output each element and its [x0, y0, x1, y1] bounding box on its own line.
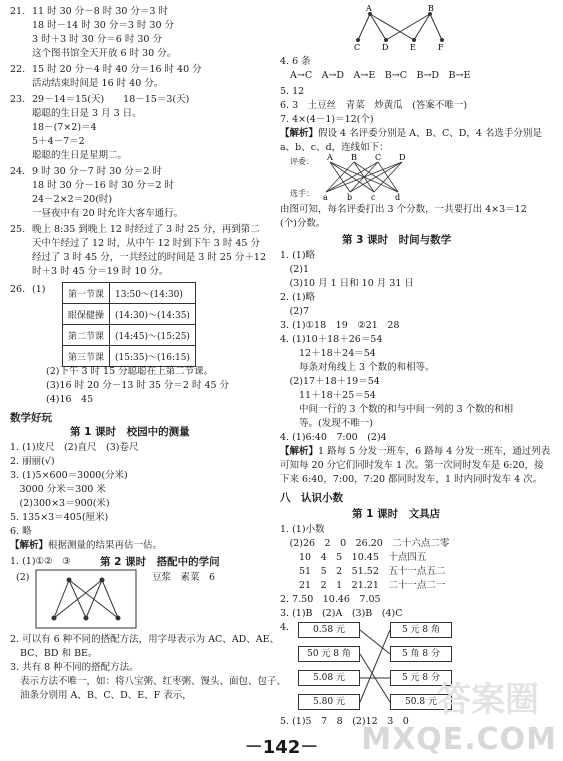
player-label: d: [395, 193, 401, 202]
answer-line: 4. (1)6:40 7:00 (2)4: [280, 432, 387, 443]
money-box: 5 元 8 角: [390, 622, 452, 638]
note-tag: 【解析】: [280, 128, 319, 139]
answer-line: BC、BD 和 BE。: [20, 648, 98, 659]
money-box: 5.08 元: [298, 670, 360, 686]
answer-line: 由图可知，每名评委打出 3 个分数，一共要打出 4×3＝12: [280, 204, 527, 215]
answer-line: 3. (1)B (2)A (3)B (4)C: [280, 608, 403, 619]
answer-line: 6. 略: [10, 526, 32, 537]
note-tag: 【解析】: [280, 446, 319, 457]
answer-line: 每条对角线上 3 个数的和相等。: [280, 362, 435, 373]
answer-line: 4.: [280, 622, 290, 633]
answer-line: 油条分别用 A、B、C、D、E、F 表示，: [20, 690, 192, 701]
diagram-label: A: [366, 4, 372, 13]
answer-line: 5. 135×3＝405(厘米): [10, 512, 109, 523]
table-cell: (14:45)～(15:25): [110, 325, 196, 346]
answer-line: (2)7: [280, 306, 310, 317]
note-line: [280, 128, 542, 140]
q23-line: 18－(7×2)＝4: [32, 122, 97, 133]
q21-line: 这个图书馆全天开放 6 时 30 分。: [32, 48, 177, 59]
q24-line: 一昼夜中有 20 时允许大客车通行。: [32, 208, 184, 219]
note-tag: 【解析】: [10, 540, 49, 551]
pairing-diagram: [36, 570, 136, 628]
q21-number: 21.: [10, 6, 26, 17]
answer-line: (2): [16, 572, 30, 583]
q24-number: 24.: [10, 166, 26, 177]
q22-number: 22.: [10, 64, 26, 75]
judge-label: C: [375, 153, 382, 162]
judges-label: 评委：: [290, 157, 314, 166]
player-label: a: [323, 193, 328, 202]
answer-line: (2)300×3＝900(米): [10, 498, 110, 509]
answer-line: 7. 4×(4－1)＝12(个): [280, 114, 374, 125]
q21-line: 11 时 30 分－8 时 30 分＝3 时: [32, 6, 168, 17]
q23-number: 23.: [10, 94, 26, 105]
answer-line: (2)1: [280, 264, 310, 275]
q21-line: 3 时＋3 时 30 分＝6 时 30 分: [32, 34, 162, 45]
diagram-label: D: [382, 43, 389, 52]
note-line: [280, 446, 550, 458]
answer-line: 豆浆 素菜 6: [152, 572, 216, 583]
unit-title: 八 认识小数: [280, 492, 343, 504]
player-label: c: [371, 193, 376, 202]
answer-line: 21 2 1 21.21 二十一点二一: [280, 580, 446, 591]
q25-number: 25.: [10, 224, 26, 235]
q24-line: 24－2×2＝20(时): [32, 194, 113, 205]
answer-line: 3. 共有 8 种不同的搭配方法。: [10, 662, 139, 673]
q24-line: 18 时 30 分－16 时 30 分＝2 时: [32, 180, 175, 191]
note-text: 根据测量的结果再估一估。: [48, 540, 163, 551]
q23-line: 聪聪的生日是 3 月 3 日。: [32, 108, 142, 119]
q25-line: 天中午经过了 12 时，从中午 12 时到下午 3 时 45 分: [32, 238, 260, 249]
q25-line: 时＋3 时 45 分＝19 时 10 分。: [32, 266, 169, 277]
answer-line: 2. 可以有 6 种不同的搭配方法，用字母表示为 AC、AD、AE、: [10, 634, 280, 645]
answer-line: (个)分数。: [280, 218, 326, 229]
q23-line: 聪聪的生日是星期二。: [32, 150, 128, 161]
q23-line: 5＋4－7＝2: [32, 136, 85, 147]
answer-line: 6. 3 土豆丝 青菜 炒黄瓜 (答案不唯一): [280, 100, 468, 111]
q21-line: 18 时－14 时 30 分＝3 时 30 分: [32, 20, 175, 31]
q24-line: 9 时 30 分－7 时 30 分＝2 时: [32, 166, 162, 177]
answer-line: 4. (1)10＋18＋26＝54: [280, 334, 383, 345]
answer-line: (2)26 2 0 26.20 二十六点二零: [280, 538, 450, 549]
table-row: [63, 325, 196, 346]
table-cell: (14:30)～(14:35): [110, 304, 196, 325]
table-cell: 13:50～(14:30): [110, 283, 196, 304]
note-line: a、b、c、d，连线如下：: [280, 142, 389, 153]
table-row: [63, 283, 196, 304]
money-box: 5.80 元: [298, 694, 360, 710]
money-box: 5 元 8 分: [390, 670, 452, 686]
money-box: 50.8 元: [390, 694, 452, 710]
answer-line: 2. 丽丽(√): [10, 456, 55, 467]
money-box: 50 元 8 角: [298, 646, 360, 662]
answer-line: 2. (1)略: [280, 292, 316, 303]
answer-line: 1. (1)小数: [280, 524, 325, 535]
answer-line: 11＋18＋25＝54: [280, 390, 376, 401]
answer-line: 1. (1)①② ③: [10, 556, 71, 567]
answer-line: 3. (1)5×600＝3000(分米): [10, 470, 128, 481]
answer-line: 表示方法不唯一，如：将八宝粥、红枣粥、馒头、面包、包子、: [20, 676, 287, 687]
answer-line: 4. 6 条: [280, 56, 311, 67]
answer-line: 2. 7.50 10.46 7.05: [280, 594, 381, 605]
answer-line: 1. (1)皮尺 (2)直尺 (3)卷尺: [10, 442, 139, 453]
answer-line: 10 4 5 10.45 十点四五: [280, 552, 427, 563]
q25-line: 晚上 8:35 到晚上 12 时经过了 3 时 25 分，再到第二: [32, 224, 260, 235]
judge-label: D: [399, 153, 406, 162]
q26-number: 26.: [10, 284, 26, 295]
answer-line: 3000 分米＝300 米: [10, 484, 106, 495]
money-box: 5 角 8 分: [390, 646, 452, 662]
q22-line: 15 时 20 分－4 时 40 分＝16 时 40 分: [32, 64, 202, 75]
diagram-label: F: [438, 43, 444, 52]
diagram-label: B: [428, 4, 434, 13]
route-diagram: [350, 4, 450, 52]
lesson-title: 第 1 课时 校园中的测量: [70, 426, 190, 438]
schedule-table: [62, 282, 196, 367]
answer-line: (3)10 月 1 日和 10 月 31 日: [280, 278, 414, 289]
lesson-title: 第 2 课时 搭配中的学问: [100, 556, 220, 568]
matching-lines: [360, 622, 390, 712]
lesson-title: 第 1 课时 文具店: [352, 508, 441, 520]
judges-diagram: [318, 154, 418, 200]
q22-line: 活动结束时间是 16 时 40 分。: [32, 78, 164, 89]
table-row: [63, 304, 196, 325]
note-line: 可知每 20 分它们同时发车 1 次。第一次同时发车是 6:20，接: [280, 460, 544, 471]
money-box: 0.58 元: [298, 622, 360, 638]
answer-line: 5. 12: [280, 86, 305, 97]
answer-line: 中间一行的 3 个数的和与中间一列的 3 个数的和相: [280, 404, 514, 415]
watermark-logo: 答案圈: [437, 680, 539, 720]
page-number: －142－: [244, 737, 319, 758]
note-text: 假设 4 名评委分别是 A、B、C、D，4 名选手分别是: [318, 128, 542, 139]
answer-line: 等。(发现不唯一): [280, 418, 373, 429]
diagram-label: E: [410, 43, 416, 52]
judge-label: A: [327, 153, 333, 162]
answer-line: 51 5 2 51.52 五十一点五二: [280, 566, 446, 577]
q26-line: (4)16 45: [46, 394, 94, 405]
q26-line: (2)下午 3 时 15 分聪聪在上第二节课。: [46, 366, 214, 377]
answer-line: 1. (1)略: [280, 250, 316, 261]
note-line: [10, 540, 162, 552]
answer-line: 5. (1)5 7 8 (2)12 3 0: [280, 716, 409, 727]
table-cell: 第一节课: [63, 283, 110, 304]
answer-line: (2)17＋18＋19＝54: [280, 376, 380, 387]
judge-label: B: [351, 153, 357, 162]
table-cell: 第二节课: [63, 325, 110, 346]
table-cell: 眼保健操: [63, 304, 110, 325]
table-cell: (15:35)～(16:15): [110, 346, 196, 367]
q26-part1: (1): [32, 284, 46, 295]
answer-line: 3. (1)①18 19 ②21 28: [280, 320, 400, 331]
diagram-label: C: [354, 43, 361, 52]
watermark: MXQE.COM: [361, 722, 557, 757]
q26-line: (3)16 时 20 分－13 时 35 分＝2 时 45 分: [46, 380, 230, 391]
players-label: 选手：: [290, 189, 314, 198]
player-label: b: [347, 193, 353, 202]
answer-line: 12＋18＋24＝54: [280, 348, 376, 359]
table-row: [63, 346, 196, 367]
section-title: 数学好玩: [10, 412, 52, 424]
note-line: 下来 6:40，7:00，7:20 都同时发车，1 时内同时发车 4 次。: [280, 474, 543, 485]
answer-line: A→C A→D A→E B→C B→D B→E: [290, 70, 471, 81]
lesson-title: 第 3 课时 时间与数学: [342, 234, 452, 246]
q23-line: 29－14＝15(天) 18－15＝3(天): [32, 94, 190, 105]
q25-line: 经过了 3 时 45 分，一共经过的时间是 3 时 25 分＋12: [32, 252, 267, 263]
table-cell: 第三节课: [63, 346, 110, 367]
note-text: 1 路每 5 分发一班车，6 路每 4 分发一班车，通过列表: [318, 446, 551, 457]
